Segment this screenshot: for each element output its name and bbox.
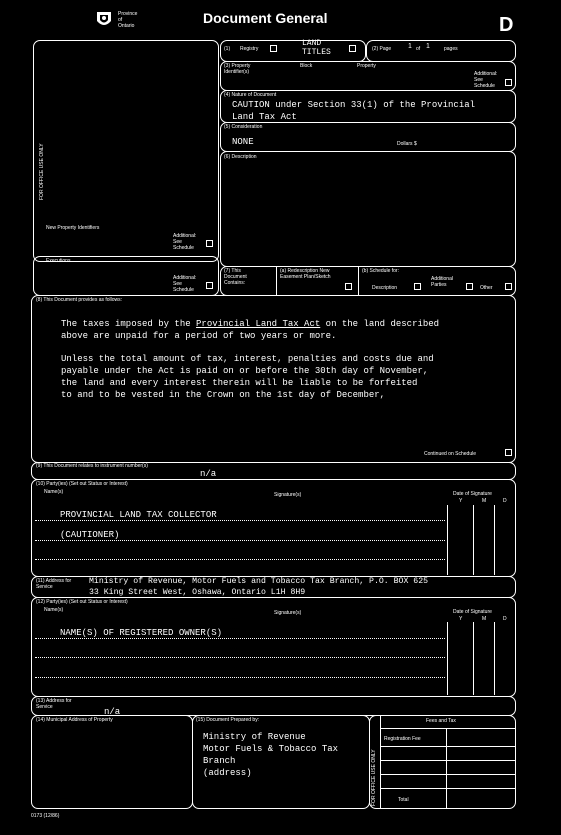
section9-label: (9) This Document relates to instrument number(s) [36,463,148,469]
description-box [220,151,516,267]
section12-d: D [503,616,507,622]
section12-label: (12) Party(ies) (Set out Status or Interest) [36,599,128,605]
other-label: Other [480,285,493,291]
section8-label: (8) This Document provides as follows: [36,297,123,303]
land-titles-label: LAND TITLES [302,39,331,57]
province-label: Province of Ontario [118,11,138,29]
fees-title: Fees and Tax [426,718,456,724]
page-of-label: of [416,46,421,52]
new-property-checkbox[interactable] [206,240,213,247]
section10-date-label: Date of Signature [453,491,492,497]
office-use-label: FOR OFFICE USE ONLY [39,143,45,200]
section12-signature-label: Signature(s) [274,610,302,616]
redescription-checkbox[interactable] [345,283,352,290]
fees-box [369,715,516,809]
section12-m: M [482,616,487,622]
dollars-label: Dollars $ [397,141,417,147]
block-label: Block [300,63,313,69]
nature-label: (4) Nature of Document [224,92,277,98]
section14-label: (14) Municipal Address of Property [36,717,113,723]
section13-value: n/a [104,707,121,717]
executions-additional: Additional: See Schedule [173,275,197,293]
executions-label: Executions [46,258,71,264]
total-label: Total [398,797,409,803]
property-identifier-label: (3) Property Identifier(s) [224,63,251,75]
section15-label: (15) Document Prepared by: [196,717,260,723]
land-titles-checkbox[interactable] [349,45,356,52]
redescription-label: (a) Redescription New Easement Plan/Sketch [280,268,331,280]
fees-office-use-label: FOR OFFICE USE ONLY [371,749,377,806]
description-sched-label: Description [372,285,398,291]
new-property-label: New Property Identifiers [46,225,100,231]
section12-y: Y [459,616,463,622]
form-title: Document General [203,10,328,26]
document-contains-label: (7) This Document Contains: [224,268,247,286]
new-property-additional: Additional: See Schedule [173,233,197,251]
section12-date-label: Date of Signature [453,609,492,615]
page-num: 1 [408,43,412,50]
section11-value: Ministry of Revenue, Motor Fuels and Tobacco Tax Branch, P.O. BOX 625 33 King Street West, Oshawa, Ontario L1H 8H9 [89,577,429,597]
section10-party1: PROVINCIAL LAND TAX COLLECTOR [60,510,217,520]
section11-label: (11) Address for Service [36,578,72,590]
section15-value: Ministry of Revenue Motor Fuels & Tobacco Tax Branch (address) [203,732,339,778]
section14-box [31,715,193,809]
page-total: 1 [426,43,430,50]
registry-label: Registry [240,46,259,52]
description-label: (6) Description [224,154,257,160]
section12-party1: NAME(S) OF REGISTERED OWNER(S) [60,628,223,638]
nature-value: CAUTION under Section 33(1) of the Provincial Land Tax Act [232,100,476,122]
continued-label: Continued on Schedule [424,451,476,457]
continued-checkbox[interactable] [505,449,512,456]
section10-party2: (CAUTIONER) [60,530,120,540]
property-additional: Additional: See Schedule [474,71,498,89]
ontario-logo-icon [95,10,113,30]
section10-signature-label: Signature(s) [274,492,302,498]
additional-parties-label: Additional Parties [431,276,453,288]
provincial-land-tax-act-link: Provincial Land Tax Act [196,319,321,329]
executions-checkbox[interactable] [206,282,213,289]
registry-checkbox[interactable] [270,45,277,52]
consideration-box [220,122,516,152]
section10-d: D [503,498,507,504]
section9-value: n/a [200,469,217,479]
section10-name-label: Name(s) [44,489,64,495]
section12-name-label: Name(s) [44,607,64,613]
page-label: (2) Page [372,46,392,52]
consideration-label: (5) Consideration [224,124,263,130]
section13-label: (13) Address for Service [36,698,72,710]
section8-para1: The taxes imposed by the Provincial Land Tax Act on the land described above are unpaid for a period of two years or more. [61,319,440,341]
registration-fee-label: Registration Fee [384,736,421,742]
registry-num: (1) [224,46,231,52]
form-number: 0173 (12/86) [31,813,60,819]
additional-parties-checkbox[interactable] [466,283,473,290]
section10-label: (10) Party(ies) (Set out Status or Interest) [36,481,128,487]
consideration-value: NONE [232,137,254,147]
pages-label: pages [444,46,458,52]
property-checkbox[interactable] [505,79,512,86]
other-checkbox[interactable] [505,283,512,290]
property-label: Property [357,63,376,69]
description-sched-checkbox[interactable] [414,283,421,290]
section10-m: M [482,498,487,504]
schedule-for-label: (b) Schedule for: [362,268,399,274]
section10-y: Y [459,498,463,504]
form-letter: D [499,14,514,36]
section8-para2: Unless the total amount of tax, interest, penalties and costs due and payable under the Act is paid on or before the 30th day of November, the land and every interest therein will be liable to be forfeited to and to be vested in the Crown on the 1st day of December, [61,354,434,400]
